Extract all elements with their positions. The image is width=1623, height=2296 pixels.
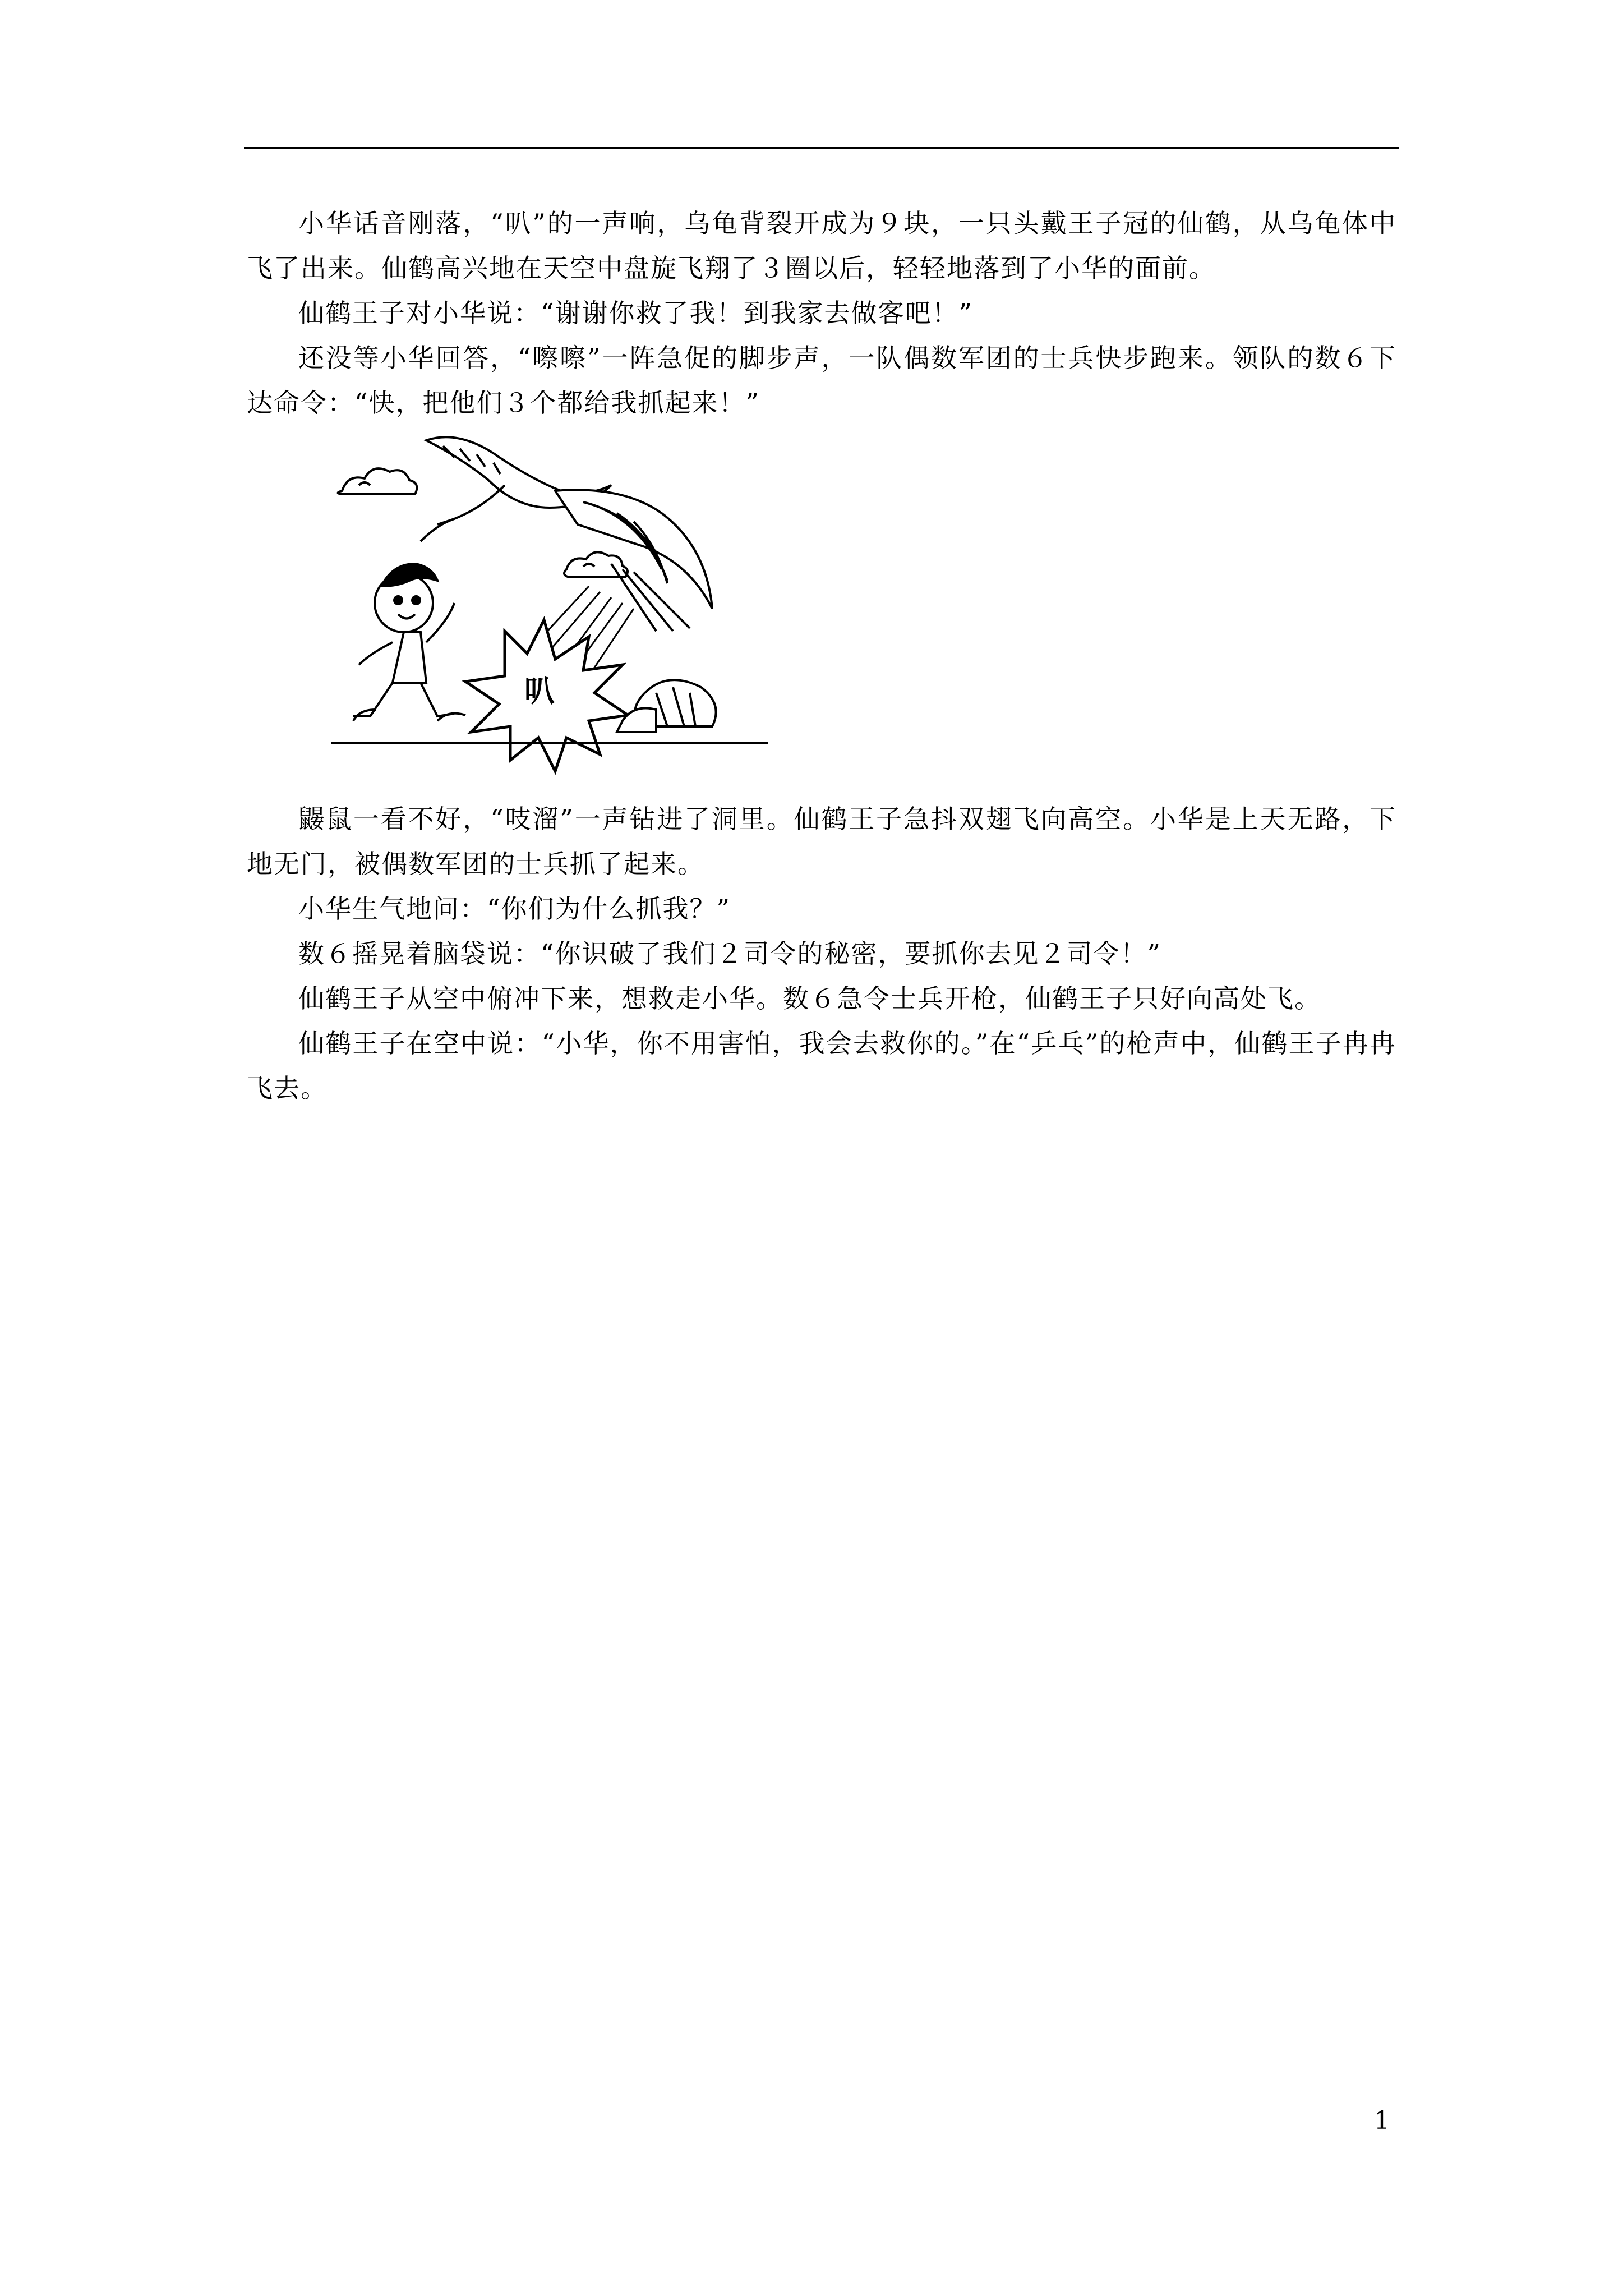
story-paragraph: 仙鹤王子从空中俯冲下来，想救走小华。数６急令士兵开枪，仙鹤王子只好向高处飞。 <box>298 983 1321 1014</box>
sound-effect-text: 叭 <box>524 673 555 708</box>
story-paragraph: 数６摇晃着脑袋说：“你识破了我们２司令的秘密，要抓你去见２司令！” <box>298 938 1162 969</box>
story-paragraph: 还没等小华回答，“嚓嚓”一阵急促的脚步声，一队偶数军团的士兵快步跑来。领队的数６下达命令：“快，把他们３个都给我抓起来！” <box>247 343 1396 418</box>
crane-boy-illustration <box>320 429 780 777</box>
story-paragraph: 仙鹤王子对小华说：“谢谢你救了我！到我家去做客吧！” <box>298 298 974 328</box>
cloud-icon <box>338 468 417 494</box>
story-paragraph: 小华生气地问：“你们为什么抓我？” <box>298 894 731 924</box>
page-number: 1 <box>1374 2106 1390 2135</box>
crane-figure <box>421 437 712 631</box>
story-paragraph: 鼹鼠一看不好，“吱溜”一声钻进了洞里。仙鹤王子急抖双翅飞向高空。小华是上天无路，下地无门，被偶数军团的士兵抓了起来。 <box>247 804 1396 879</box>
story-block-top <box>247 201 1396 425</box>
header-rule <box>244 147 1399 149</box>
boy-figure <box>353 564 465 721</box>
story-paragraph: 仙鹤王子在空中说：“小华，你不用害怕，我会去救你的。”在“乒乓”的枪声中，仙鹤王子冉冉飞去。 <box>247 1028 1396 1103</box>
story-block-bottom <box>247 797 1396 1111</box>
story-paragraph: 小华话音刚落，“叭”的一声响，乌龟背裂开成为９块，一只头戴王子冠的仙鹤，从乌龟体中飞了出来。仙鹤高兴地在天空中盘旋飞翔了３圈以后，轻轻地落到了小华的面前。 <box>247 208 1396 283</box>
